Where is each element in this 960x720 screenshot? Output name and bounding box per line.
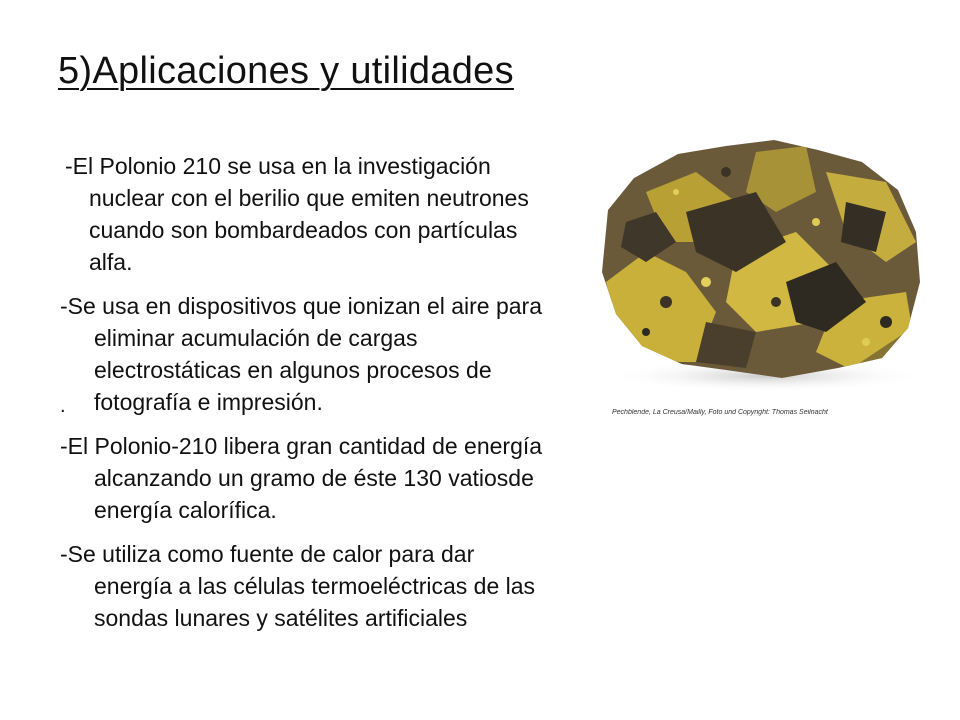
bullet-item: -El Polonio 210 se usa en la investigación nuclear con el berilio que emiten neutrones cuando son bombardeados con partículas alfa.	[65, 153, 529, 275]
bullet-item: -Se utiliza como fuente de calor para dar energía a las células termoeléctricas de las sondas lunares y satélites artificiales	[60, 541, 536, 631]
photo-caption: Pechblende, La Creusa/Mailly, Foto und Copyright: Thomas Seilnacht	[612, 409, 828, 416]
bullet-list	[60, 150, 550, 646]
bullet-item: -El Polonio-210 libera gran cantidad de energía alcanzando un gramo de éste 130 vatiosde energía calorífica.	[60, 433, 543, 523]
slide-title: 5)Aplicaciones y utilidades	[58, 50, 514, 92]
stray-dot: .	[60, 395, 66, 417]
mineral-photo	[586, 132, 926, 428]
pitchblende-rock-image	[586, 132, 926, 428]
bullet-item: -Se usa en dispositivos que ionizan el aire para eliminar acumulación de cargas electrostáticas en algunos procesos de fotografía e impresión.	[60, 293, 543, 415]
